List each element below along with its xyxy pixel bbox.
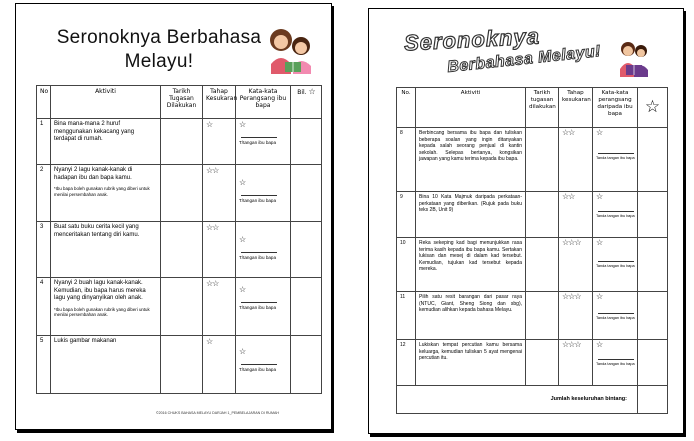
difficulty-stars: ☆☆☆ <box>562 292 581 301</box>
date-cell[interactable] <box>526 292 559 340</box>
column-header <box>638 88 668 128</box>
difficulty-cell <box>203 336 236 394</box>
encouragement-cell[interactable] <box>236 119 291 165</box>
column-header: Kata-kata Perangsang ibu bapa <box>236 86 291 119</box>
signature-line[interactable] <box>241 252 277 253</box>
count-cell[interactable] <box>638 128 668 192</box>
difficulty-stars: ☆☆☆ <box>562 238 581 247</box>
signature-line[interactable] <box>598 261 634 262</box>
table-row <box>397 292 668 340</box>
count-cell[interactable] <box>291 336 322 394</box>
column-header: Tarikh Tugasan Dilakukan <box>161 86 203 119</box>
count-cell[interactable] <box>291 119 322 165</box>
difficulty-cell <box>203 165 236 222</box>
difficulty-cell <box>559 128 593 192</box>
star-icon: ☆ <box>596 128 604 137</box>
activity-cell <box>51 119 161 165</box>
worksheet-page-2 <box>368 8 684 434</box>
signature-label: T/tangan ibu bapa <box>239 197 277 203</box>
star-icon: ☆ <box>596 192 604 201</box>
signature-label: Tanda tangan ibu bapa <box>596 361 635 366</box>
row-number: 12 <box>397 340 416 386</box>
star-icon: ☆ <box>596 292 604 301</box>
row-number: 3 <box>37 222 51 278</box>
table-row <box>37 222 322 278</box>
page-title: Seronoknya Berbahasa Melayu! <box>56 27 262 72</box>
signature-label: Tanda tangan ibu bapa <box>596 315 635 320</box>
star-icon: ☆ <box>239 235 247 244</box>
table-row <box>397 238 668 292</box>
activity-cell: Berbincang bersama ibu bapa dan tuliskan beberapa soalan yang ingin ditanyakan kepada salah seorang penjual di kantin sekolah. Selepas bertanya, kongsikan jawapan yang kamu terima kepada ibu bapa. <box>416 128 526 192</box>
date-cell[interactable] <box>526 340 559 386</box>
star-icon: ☆ <box>644 97 661 117</box>
activity-cell <box>51 222 161 278</box>
difficulty-cell <box>559 238 593 292</box>
row-number: 2 <box>37 165 51 222</box>
activity-cell <box>51 278 161 336</box>
activity-note: *Ibu bapa boleh gunakan rubrik yang diberi untuk menilai persembahan anak. <box>54 306 150 318</box>
star-icon: ☆ <box>239 285 247 294</box>
table-row <box>397 128 668 192</box>
signature-line[interactable] <box>598 211 634 212</box>
activity-table <box>36 85 322 394</box>
encouragement-cell[interactable] <box>236 165 291 222</box>
date-cell[interactable] <box>526 192 559 238</box>
star-icon: ☆ <box>596 340 604 349</box>
date-cell[interactable] <box>161 278 203 336</box>
activity-text: Buat satu buku cerita kecil yang menceritakan tentang diri kamu. <box>54 224 140 238</box>
table-row <box>37 165 322 222</box>
activity-cell <box>51 165 161 222</box>
difficulty-stars: ☆☆ <box>206 166 219 175</box>
activity-cell <box>51 336 161 394</box>
page-title <box>399 23 639 75</box>
difficulty-stars: ☆ <box>206 120 213 129</box>
signature-label: T/tangan ibu bapa <box>239 366 277 372</box>
difficulty-stars: ☆☆ <box>562 128 575 137</box>
signature-line[interactable] <box>241 137 277 138</box>
row-number: 10 <box>397 238 416 292</box>
signature-label: T/tangan ibu bapa <box>239 304 277 310</box>
difficulty-cell <box>203 278 236 336</box>
row-number: 1 <box>37 119 51 165</box>
difficulty-stars: ☆☆ <box>206 279 219 288</box>
row-number: 8 <box>397 128 416 192</box>
table-row <box>397 192 668 238</box>
count-cell[interactable] <box>291 278 322 336</box>
activity-text: Nyanyi 2 buah lagu kanak-kanak. Kemudian, ibu bapa harus mereka lagu yang dinyanyikan oleh anak. <box>54 280 146 302</box>
total-row <box>397 386 668 414</box>
total-stars-label: Jumlah keseluruhan bintang: <box>397 386 638 414</box>
signature-label: T/tangan ibu bapa <box>239 254 277 260</box>
table-row <box>37 278 322 336</box>
signature-line[interactable] <box>241 195 277 196</box>
footer-copyright: ©2016 CHUKS BAHASA MELAYU DARJAH 1_PEMBELAJARAN DI RUMAH <box>156 411 280 415</box>
encouragement-cell[interactable] <box>593 238 638 292</box>
difficulty-cell <box>203 119 236 165</box>
title-line-2: Berbahasa Melayu! <box>446 42 602 77</box>
column-header: Aktiviti <box>416 88 526 128</box>
difficulty-cell <box>559 340 593 386</box>
mother-child-reading-illustration <box>261 24 321 76</box>
signature-line[interactable] <box>598 153 634 154</box>
activity-cell: Reka sekeping kad bagi menunjukkan rasa terima kasih kepada ibu bapa kamu. Sertakan lukisan dan mesej di dalam kad tersebut. Kemudian, tujukan kad tersebut kepada mereka. <box>416 238 526 292</box>
children-reading-illustration <box>617 39 651 79</box>
activity-cell: Lukiskan tempat percutian kamu bersama keluarga, kemudian tuliskan 5 ayat mengenai percutian itu. <box>416 340 526 386</box>
column-header: Kata-kata perangsang daripada ibu bapa <box>593 88 638 128</box>
row-number: 11 <box>397 292 416 340</box>
column-header <box>291 86 322 119</box>
date-cell[interactable] <box>161 222 203 278</box>
row-number: 4 <box>37 278 51 336</box>
table-row <box>397 340 668 386</box>
encouragement-cell[interactable] <box>236 222 291 278</box>
signature-line[interactable] <box>241 302 277 303</box>
signature-line[interactable] <box>598 359 634 360</box>
date-cell[interactable] <box>161 165 203 222</box>
difficulty-cell <box>559 192 593 238</box>
table-row <box>37 119 322 165</box>
count-cell[interactable] <box>291 222 322 278</box>
activity-cell: Pilih satu resit barangan dari pasar raya (NTUC, Giant, Sheng Siong dan sbg), kemudian alihkan kepada bahasa Melayu. <box>416 292 526 340</box>
count-cell[interactable] <box>638 292 668 340</box>
column-header: No. <box>397 88 416 128</box>
encouragement-cell[interactable] <box>593 340 638 386</box>
count-cell[interactable] <box>638 340 668 386</box>
difficulty-stars: ☆☆ <box>562 192 575 201</box>
signature-label: Tanda tangan ibu bapa <box>596 263 635 268</box>
signature-label: Tanda tangan ibu bapa <box>596 213 635 218</box>
column-header: Tarikh tugasan dilakukan <box>526 88 559 128</box>
total-stars-cell[interactable] <box>638 386 668 414</box>
date-cell[interactable] <box>161 119 203 165</box>
date-cell[interactable] <box>526 128 559 192</box>
difficulty-stars: ☆ <box>206 337 213 346</box>
encouragement-cell[interactable] <box>236 336 291 394</box>
column-header: Aktiviti <box>51 86 161 119</box>
activity-text: Lukis gambar makanan <box>54 338 117 344</box>
count-cell[interactable] <box>638 192 668 238</box>
encouragement-cell[interactable] <box>593 128 638 192</box>
date-cell[interactable] <box>526 238 559 292</box>
star-icon: ☆ <box>239 120 247 129</box>
date-cell[interactable] <box>161 336 203 394</box>
difficulty-stars: ☆☆ <box>206 223 219 232</box>
activity-cell: Bina 10 Kata Majmuk daripada perkataan-perkataan yang diberikan. (Rujuk pada buku teks 2B, Unit 9) <box>416 192 526 238</box>
activity-note: *Ibu bapa boleh gunakan rubrik yang diberi untuk menilai persembahan anak. <box>54 186 150 197</box>
title-line-1: Seronoknya <box>403 23 541 56</box>
star-icon: ☆ <box>596 238 604 247</box>
table-row <box>37 336 322 394</box>
encouragement-cell[interactable] <box>593 292 638 340</box>
star-icon: ☆ <box>239 178 247 187</box>
encouragement-cell[interactable] <box>236 278 291 336</box>
count-cell[interactable] <box>638 238 668 292</box>
difficulty-stars: ☆☆☆ <box>562 340 581 349</box>
activity-text: Nyanyi 2 lagu kanak-kanak di hadapan ibu dan bapa kamu. <box>54 167 133 181</box>
count-cell[interactable] <box>291 165 322 222</box>
difficulty-cell <box>203 222 236 278</box>
signature-line[interactable] <box>598 313 634 314</box>
column-header: Tahap kesukaran <box>559 88 593 128</box>
signature-label: Tanda tangan ibu bapa <box>596 155 635 160</box>
column-header: Tahap Kesukaran <box>203 86 236 119</box>
column-header-label: Bil. <box>297 89 307 96</box>
column-header: No <box>37 86 51 119</box>
activity-table <box>396 87 668 414</box>
activity-text: Bina mana-mana 2 huruf menggunakan kekacang yang terdapat di rumah. <box>54 121 135 143</box>
star-icon: ☆ <box>308 87 315 96</box>
row-number: 9 <box>397 192 416 238</box>
signature-line[interactable] <box>241 364 277 365</box>
encouragement-cell[interactable] <box>593 192 638 238</box>
star-icon: ☆ <box>239 347 247 356</box>
worksheet-page-1 <box>15 3 332 430</box>
difficulty-cell <box>559 292 593 340</box>
row-number: 5 <box>37 336 51 394</box>
signature-label: T/tangan ibu bapa <box>239 139 277 145</box>
